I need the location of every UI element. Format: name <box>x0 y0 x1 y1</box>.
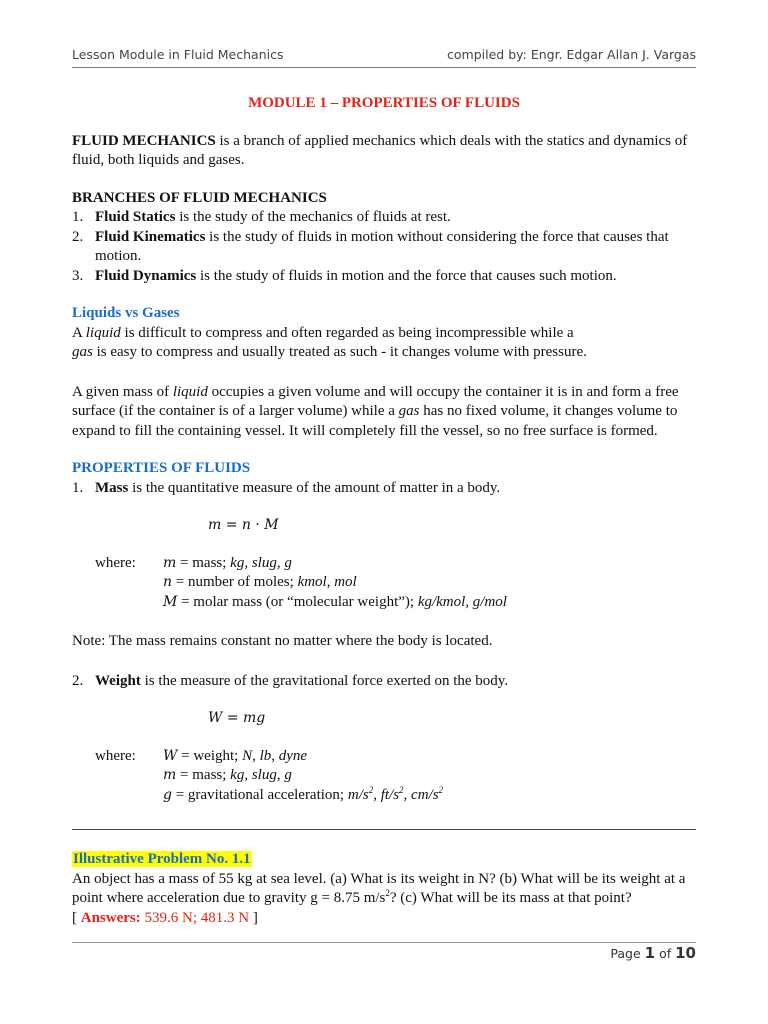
symbol: W <box>163 747 178 764</box>
definition-text: = molar mass (or “molecular weight”); <box>177 593 418 610</box>
branch-text: is the study of fluids in motion and the force that causes such motion. <box>196 267 617 284</box>
mass-note: Note: The mass remains constant no matter where the body is located. <box>72 633 493 649</box>
problem-divider <box>72 829 696 830</box>
unit-text: m/s <box>347 786 369 803</box>
footer-divider <box>72 942 696 943</box>
header-module-title: Lesson Module in Fluid Mechanics <box>72 47 284 62</box>
intro-text: is a branch of applied mechanics which deals with the statics and dynamics of fluid, both liquids and gases. <box>72 132 688 168</box>
page-total: 10 <box>675 944 696 962</box>
definition-row <box>163 554 696 574</box>
weight-equation: W = mg <box>208 710 266 726</box>
branch-text: is the study of the mechanics of fluids at rest. <box>175 209 451 225</box>
definition-text: = mass; <box>176 767 231 783</box>
symbol: m <box>163 767 177 783</box>
page-label: Page <box>610 946 641 961</box>
branch-number: 2. <box>72 228 84 245</box>
symbol: m <box>163 554 177 571</box>
property-term: Mass <box>95 479 129 496</box>
page-body <box>72 94 696 805</box>
text-run: is easy to compress and usually treated as such - it changes volume with pressure. <box>92 344 587 360</box>
definition-text: = mass; <box>176 554 231 571</box>
where-label: where: <box>95 747 136 764</box>
liquids-gases-heading: Liquids vs Gases <box>72 305 180 321</box>
units <box>347 784 444 803</box>
branch-item <box>72 228 696 267</box>
definition-row <box>163 766 696 786</box>
text-run: occupies a given volume and will occupy the container it is in and form a free surface (if the container is of a larger volume) while a <box>72 383 679 419</box>
answers-values: 539.6 N; 481.3 N <box>140 909 250 926</box>
page-number: 1 <box>644 944 656 962</box>
text-run: An object has a mass of 55 kg at sea level. (a) What is its weight in N? (b) What will be its weight at a point where acceleration due to gravity g = 8.75 m/s <box>72 870 686 906</box>
problem-text <box>72 870 696 909</box>
definition-row <box>163 573 696 593</box>
liquids-gases-paragraph-2 <box>72 383 696 442</box>
of-label: of <box>659 946 672 961</box>
units: kg/kmol, g/mol <box>417 593 507 610</box>
definition-text: = weight; <box>177 747 243 764</box>
problem-section <box>72 850 696 928</box>
property-term: Weight <box>95 672 141 689</box>
problem-heading-text: Illustrative Problem No. 1.1 <box>73 851 251 867</box>
symbol: g <box>163 786 172 803</box>
exponent: 2 <box>385 888 390 898</box>
liquid-term: liquid <box>172 383 208 400</box>
property-number: 1. <box>72 479 84 496</box>
weight-definitions <box>72 747 696 806</box>
header-author: compiled by: Engr. Edgar Allan J. Vargas <box>447 47 696 62</box>
gas-term: gas <box>398 403 420 419</box>
branch-number: 1. <box>72 209 84 225</box>
text-run: is difficult to compress and often regarded as being incompressible while a <box>120 324 574 341</box>
units: N, lb, dyne <box>242 747 308 764</box>
unit-exponent: 2 <box>399 784 404 795</box>
units: kmol, mol <box>297 574 357 590</box>
property-weight <box>72 672 696 692</box>
bracket: ] <box>249 909 258 926</box>
bracket: [ <box>72 909 81 926</box>
branches-heading <box>72 189 696 209</box>
unit-text: ft/s <box>380 786 400 803</box>
answers-label: Answers: <box>80 909 141 926</box>
branch-item <box>72 267 696 287</box>
properties-heading: PROPERTIES OF FLUIDS <box>72 460 251 476</box>
page-header <box>72 47 696 67</box>
module-title: MODULE 1 – PROPERTIES OF FLUIDS <box>248 95 520 111</box>
page-footer <box>610 944 696 962</box>
definition-row <box>163 747 696 767</box>
header-divider <box>72 67 696 68</box>
mass-equation: m = n · M <box>208 517 279 533</box>
intro-term: FLUID MECHANICS <box>72 132 216 149</box>
text-run: A <box>72 324 86 341</box>
intro-paragraph <box>72 132 696 171</box>
property-text: is the quantitative measure of the amount of matter in a body. <box>128 479 501 496</box>
definition-row <box>163 593 696 613</box>
definition-text: = gravitational acceleration; <box>171 786 348 803</box>
liquids-gases-paragraph-1 <box>72 324 696 363</box>
property-mass <box>72 479 696 499</box>
branch-term: Fluid Dynamics <box>95 267 197 284</box>
unit-separator: , <box>373 786 381 803</box>
definition-text: = number of moles; <box>172 574 298 590</box>
unit-exponent: 2 <box>438 784 444 795</box>
branch-term: Fluid Statics <box>95 209 176 225</box>
text-run: ? (c) What will be its mass at that point? <box>389 890 632 906</box>
branch-number: 3. <box>72 267 84 284</box>
unit-text: cm/s <box>411 786 439 803</box>
units: kg, slug, g <box>230 554 292 571</box>
definition-row <box>163 786 696 806</box>
mass-definitions <box>72 554 696 613</box>
branch-text: is the study of fluids in motion without considering the force that causes that motion. <box>95 228 669 264</box>
symbol: n <box>163 574 173 590</box>
symbol: M <box>163 593 178 610</box>
property-text: is the measure of the gravitational force exerted on the body. <box>140 672 509 689</box>
branch-term: Fluid Kinematics <box>95 228 206 245</box>
units: kg, slug, g <box>230 767 292 783</box>
problem-answers <box>72 909 696 929</box>
unit-separator: , <box>403 786 412 803</box>
property-number: 2. <box>72 672 84 689</box>
unit-exponent: 2 <box>368 784 374 795</box>
gas-term: gas <box>72 344 93 360</box>
problem-heading <box>72 850 696 870</box>
liquid-term: liquid <box>85 324 121 341</box>
where-label: where: <box>95 554 136 571</box>
branches-heading-text: BRANCHES OF FLUID MECHANICS <box>72 189 327 206</box>
text-run: has no fixed volume, it changes volume to expand to fill the containing vessel. It will completely fill the vessel, so no free surface is formed. <box>72 403 678 439</box>
branch-item <box>72 208 696 228</box>
text-run: A given mass of <box>72 383 173 400</box>
